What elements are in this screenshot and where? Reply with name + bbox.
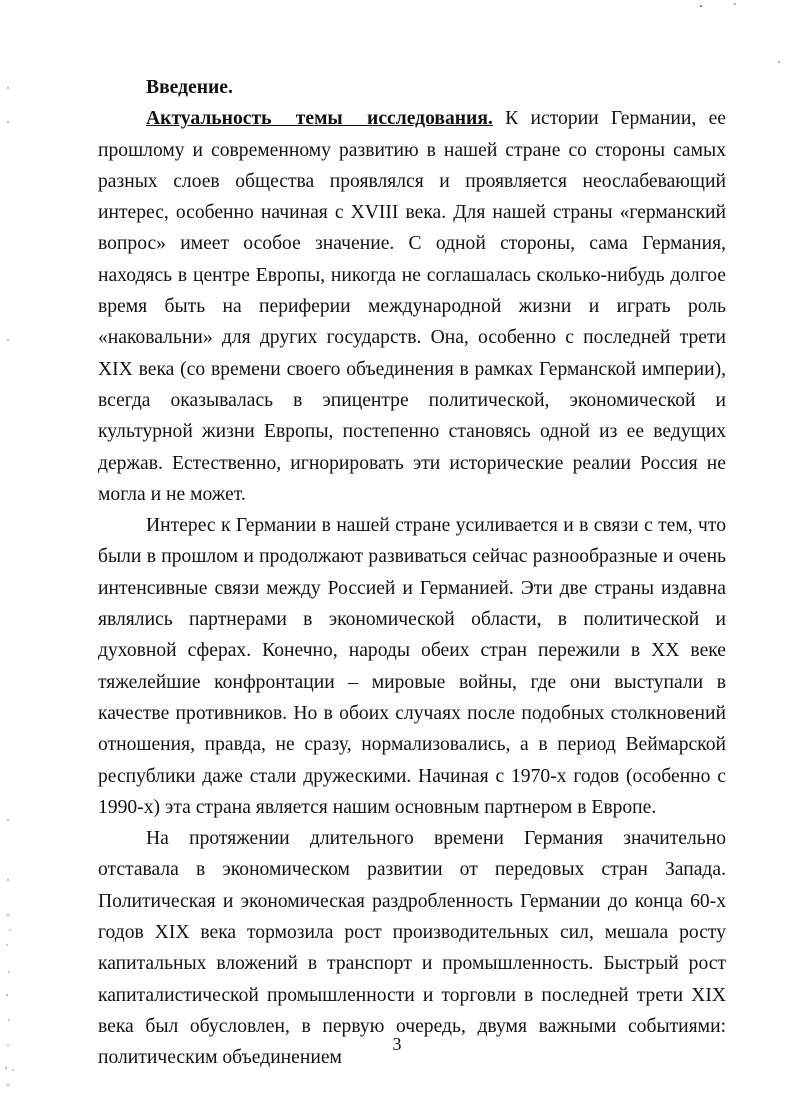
section-heading: Введение. bbox=[146, 77, 233, 98]
scan-speck bbox=[5, 1067, 6, 1068]
paragraph-economy: На протяжении длительного времени Германия значительно отставала в экономическом развитии от передовых стран Запада. Политическая и экономическая раздробленность Германии до конца 60-х годов XIX века тормозила рост производительных сил, мешала росту капитальных вложений в транспорт и промышленность. Быстрый рост капиталистической промышленности и торговли в последней трети XIX века был обусловлен, в первую очередь, двумя важными событиями: политическим объединением bbox=[98, 828, 726, 1069]
document-body bbox=[98, 72, 726, 1074]
scan-speck bbox=[9, 929, 10, 930]
scan-speck bbox=[6, 994, 7, 995]
paragraph-text: К истории Германии, ее прошлому и современному развитию в нашей стране со стороны самых разных слоев общества проявлялся и проявляется неослабевающий интерес, особенно начиная с XVIII века. Для нашей страны «германский вопрос» имеет особое значение. С одной стороны, сама Германия, находясь в центре Европы, никогда не соглашалась сколько-нибудь долгое время быть на периферии международной жизни и играть роль «наковальни» для других государств. Она, особенно с последней трети XIX века (со времени своего объединения в рамках Германской империи), всегда оказывалась в эпицентре политической, экономической и культурной жизни Европы, постепенно становясь одной из ее ведущих держав. Естественно, игнорировать эти исторические реалии Россия не могла и не может. bbox=[98, 108, 726, 505]
scan-speck bbox=[7, 819, 8, 820]
scan-speck bbox=[7, 87, 8, 88]
paragraph-interest: Интерес к Германии в нашей стране усиливается и в связи с тем, что были в прошлом и продолжают развиваться сейчас разнообразные и очень интенсивные связи между Россией и Германией. Эти две страны издавна являлись партнерами в экономической области, в политической и духовной сферах. Конечно, народы обеих стран пережили в XX веке тяжелейшие конфронтации – мировые войны, где они выступали в качестве противников. Но в обоих случаях после подобных столкновений отношения, правда, не сразу, нормализовались, а в период Веймарской республики даже стали дружескими. Начиная с 1970-х годов (особенно с 1990-х) эта страна является нашим основным партнером в Европе. bbox=[98, 515, 726, 818]
paragraph-lead-label: Актуальность темы исследования. bbox=[146, 108, 493, 130]
scan-speck bbox=[6, 944, 7, 945]
scan-speck bbox=[12, 1069, 13, 1070]
scan-speck bbox=[7, 121, 8, 122]
scan-speck bbox=[8, 971, 9, 972]
scan-speck bbox=[7, 914, 8, 915]
scan-speck bbox=[700, 5, 702, 7]
scan-speck bbox=[778, 61, 780, 63]
scan-speck bbox=[734, 3, 736, 5]
paragraph-relevance bbox=[98, 103, 726, 510]
scan-speck bbox=[7, 1084, 8, 1085]
page-number: 3 bbox=[392, 1034, 402, 1054]
scan-speck bbox=[7, 339, 8, 340]
scan-speck bbox=[8, 1019, 9, 1020]
scan-speck bbox=[7, 879, 8, 880]
